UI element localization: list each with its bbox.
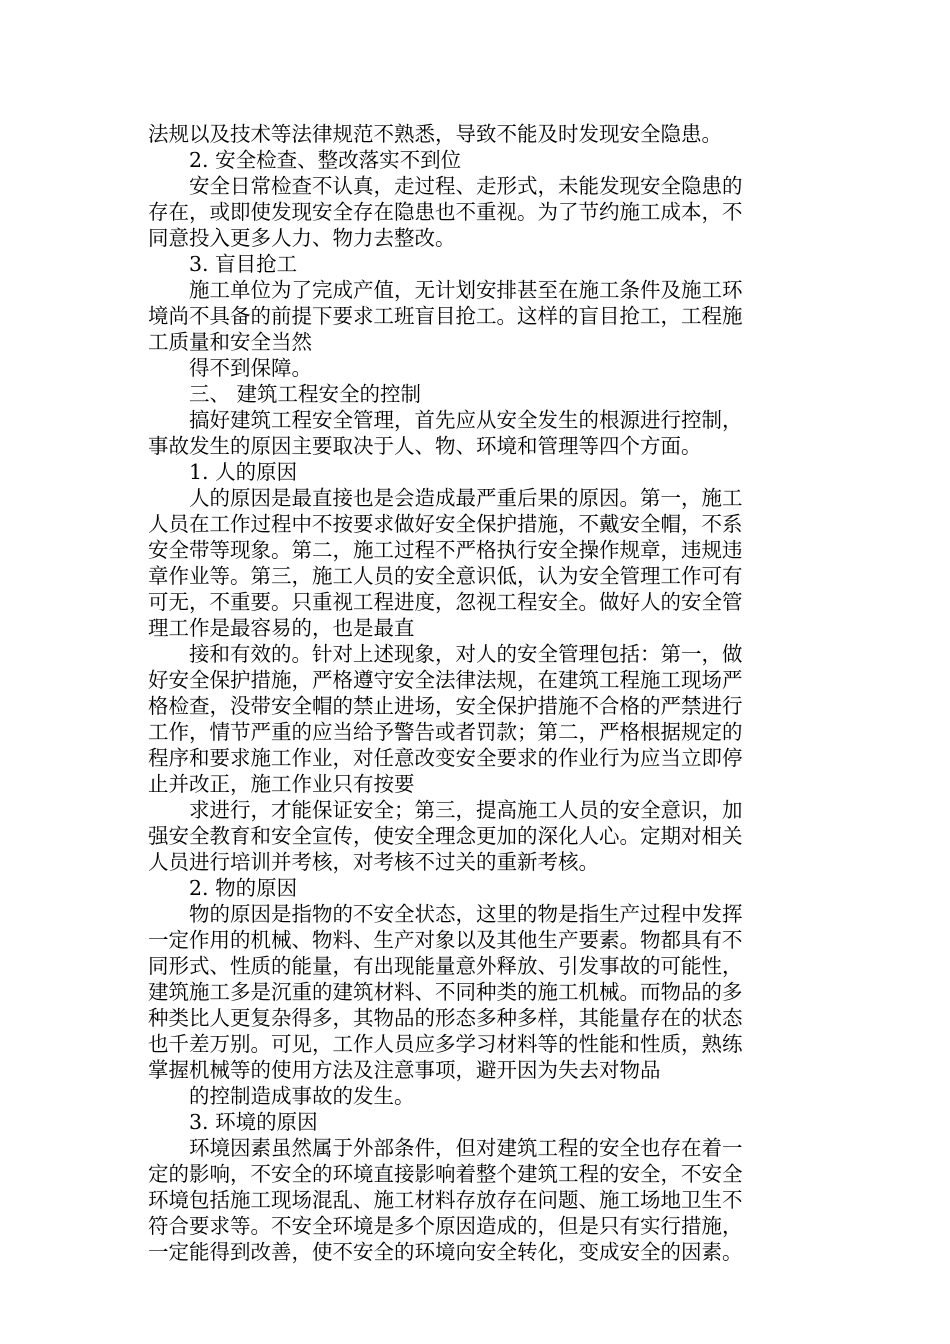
- text-line: 章作业等。第三，施工人员的安全意识低，认为安全管理工作可有: [148, 564, 743, 588]
- text-line: 法规以及技术等法律规范不熟悉，导致不能及时发现安全隐患。: [148, 122, 722, 146]
- text-line: 掌握机械等的使用方法及注意事项，避开因为失去对物品: [148, 1058, 661, 1082]
- text-line: 止并改正，施工作业只有按要: [148, 772, 415, 796]
- text-line: 安全带等现象。第二，施工过程不严格执行安全操作规章，违规违: [148, 538, 743, 562]
- text-line: 理工作是最容易的，也是最直: [148, 616, 415, 640]
- text-line: 工作，情节严重的应当给予警告或者罚款；第二，严格根据规定的: [148, 720, 743, 744]
- text-line: 一定能得到改善，使不安全的环境向安全转化，变成安全的因素。: [148, 1240, 743, 1264]
- text-line: 建筑施工多是沉重的建筑材料、不同种类的施工机械。而物品的多: [148, 980, 743, 1004]
- text-line: 好安全保护措施，严格遵守安全法律法规，在建筑工程施工现场严: [148, 668, 743, 692]
- text-line: 三、 建筑工程安全的控制: [189, 382, 422, 406]
- text-line: 得不到保障。: [189, 356, 312, 380]
- text-line: 可无，不重要。只重视工程进度，忽视工程安全。做好人的安全管: [148, 590, 743, 614]
- text-line: 同意投入更多人力、物力去整改。: [148, 226, 456, 250]
- text-line: 接和有效的。针对上述现象，对人的安全管理包括：第一，做: [189, 642, 743, 666]
- text-line: 符合要求等。不安全环境是多个原因造成的，但是只有实行措施，: [148, 1214, 743, 1238]
- text-line: 存在，或即使发现安全存在隐患也不重视。为了节约施工成本，不: [148, 200, 743, 224]
- text-line: 人员在工作过程中不按要求做好安全保护措施，不戴安全帽，不系: [148, 512, 743, 536]
- text-line: 事故发生的原因主要取决于人、物、环境和管理等四个方面。: [148, 434, 702, 458]
- text-line: 搞好建筑工程安全管理，首先应从安全发生的根源进行控制，: [189, 408, 743, 432]
- text-line: 3. 盲目抢工: [189, 252, 298, 276]
- text-line: 也千差万别。可见，工作人员应多学习材料等的性能和性质，熟练: [148, 1032, 743, 1056]
- text-line: 工质量和安全当然: [148, 330, 312, 354]
- text-line: 人员进行培训并考核，对考核不过关的重新考核。: [148, 850, 599, 874]
- text-line: 的控制造成事故的发生。: [189, 1084, 415, 1108]
- text-line: 2. 安全检查、整改落实不到位: [189, 148, 462, 172]
- text-line: 格检查，没带安全帽的禁止进场，安全保护措施不合格的严禁进行: [148, 694, 743, 718]
- text-line: 物的原因是指物的不安全状态，这里的物是指生产过程中发挥: [189, 902, 743, 926]
- text-line: 程序和要求施工作业，对任意改变安全要求的作业行为应当立即停: [148, 746, 743, 770]
- text-line: 一定作用的机械、物料、生产对象以及其他生产要素。物都具有不: [148, 928, 743, 952]
- text-line: 境尚不具备的前提下要求工班盲目抢工。这样的盲目抢工，工程施: [148, 304, 743, 328]
- text-line: 3. 环境的原因: [189, 1110, 318, 1134]
- text-line: 定的影响，不安全的环境直接影响着整个建筑工程的安全，不安全: [148, 1162, 743, 1186]
- text-line: 环境包括施工现场混乱、施工材料存放存在问题、施工场地卫生不: [148, 1188, 743, 1212]
- text-line: 种类比人更复杂得多，其物品的形态多种多样，其能量存在的状态: [148, 1006, 743, 1030]
- text-line: 2. 物的原因: [189, 876, 298, 900]
- text-line: 环境因素虽然属于外部条件，但对建筑工程的安全也存在着一: [189, 1136, 743, 1160]
- text-line: 1. 人的原因: [189, 460, 298, 484]
- text-line: 求进行，才能保证安全；第三，提高施工人员的安全意识，加: [189, 798, 743, 822]
- text-line: 同形式、性质的能量，有出现能量意外释放、引发事故的可能性，: [148, 954, 743, 978]
- text-line: 施工单位为了完成产值，无计划安排甚至在施工条件及施工环: [189, 278, 743, 302]
- document-body: [148, 121, 798, 1265]
- text-line: 强安全教育和安全宣传，使安全理念更加的深化人心。定期对相关: [148, 824, 743, 848]
- text-line: 安全日常检查不认真，走过程、走形式，未能发现安全隐患的: [189, 174, 743, 198]
- text-line: 人的原因是最直接也是会造成最严重后果的原因。第一，施工: [189, 486, 743, 510]
